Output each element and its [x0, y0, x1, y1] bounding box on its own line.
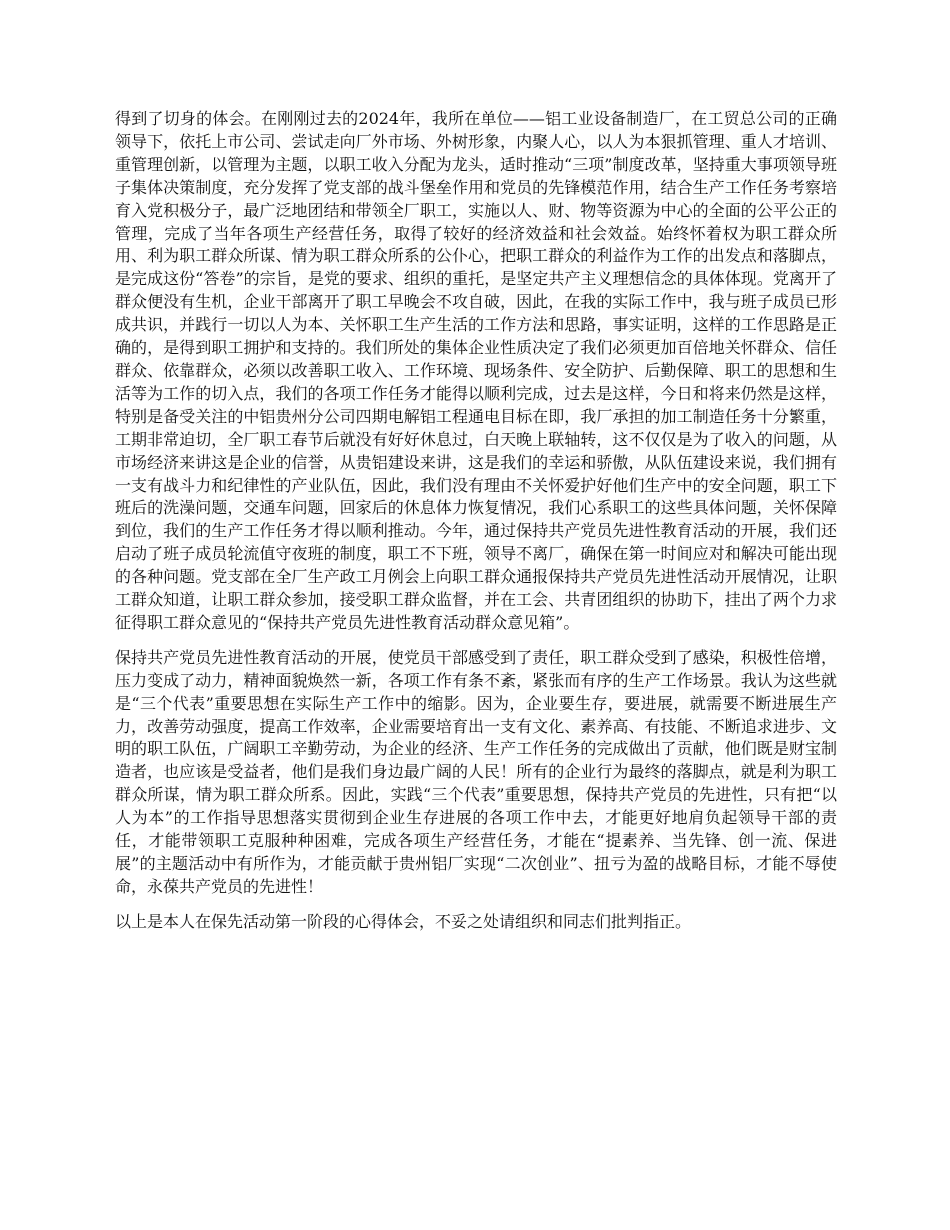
- paragraph-2: 保持共产党员先进性教育活动的开展，使党员干部感受到了责任，职工群众受到了感染，积极性倍增，压力变成了动力，精神面貌焕然一新，各项工作有条不紊，紧张而有序的生产工作场景。我认为这些就是“三个代表”重要思想在实际生产工作中的缩影。因为，企业要生存，要进展，就需要不断进展生产力，改善劳动强度，提高工作效率，企业需要培育出一支有文化、素养高、有技能、不断追求进步、文明的职工队伍，广阔职工辛勤劳动，为企业的经济、生产工作任务的完成做出了贡献，他们既是财宝制造者，也应该是受益者，他们是我们身边最广阔的人民！所有的企业行为最终的落脚点，就是利为职工群众所谋，情为职工群众所系。因此，实践“三个代表”重要思想，保持共产党员的先进性，只有把“以人为本”的工作指导思想落实贯彻到企业生存进展的各项工作中去，才能更好地肩负起领导干部的责任，才能带领职工克服种种困难，完成各项生产经营任务，才能在“提素养、当先锋、创一流、保进展”的主题活动中有所作为，才能贡献于贵州铝厂实现“二次创业”、扭亏为盈的战略目标，才能不辱使命，永葆共产党员的先进性！: [115, 647, 837, 896]
- document-body: [115, 108, 837, 946]
- paragraph-1: 得到了切身的体会。在刚刚过去的2024年，我所在单位——铝工业设备制造厂，在工贸总公司的正确领导下，依托上市公司、尝试走向厂外市场、外树形象，内聚人心，以人为本狠抓管理、重人才培训、重管理创新，以管理为主题，以职工收入分配为龙头，适时推动“三项”制度改革，坚持重大事项领导班子集体决策制度，充分发挥了党支部的战斗堡垒作用和党员的先锋模范作用，结合生产工作任务考察培育入党积极分子，最广泛地团结和带领全厂职工，实施以人、财、物等资源为中心的全面的公平公正的管理，完成了当年各项生产经营任务，取得了较好的经济效益和社会效益。始终怀着权为职工群众所用、利为职工群众所谋、情为职工群众所系的公仆心，把职工群众的利益作为工作的出发点和落脚点，是完成这份“答卷”的宗旨，是党的要求、组织的重托，是坚定共产主义理想信念的具体体现。党离开了群众便没有生机，企业干部离开了职工早晚会不攻自破，因此，在我的实际工作中，我与班子成员已形成共识，并践行一切以人为本、关怀职工生产生活的工作方法和思路，事实证明，这样的工作思路是正确的，是得到职工拥护和支持的。我们所处的集体企业性质决定了我们必须更加百倍地关怀群众、信任群众、依靠群众，必须以改善职工收入、工作环境、现场条件、安全防护、后勤保障、职工的思想和生活等为工作的切入点，我们的各项工作任务才能得以顺利完成，过去是这样，今日和将来仍然是这样，特别是备受关注的中铝贵州分公司四期电解铝工程通电目标在即，我厂承担的加工制造任务十分繁重，工期非常迫切，全厂职工春节后就没有好好休息过，白天晚上联轴转，这不仅仅是为了收入的问题，从市场经济来讲这是企业的信誉，从贵铝建设来讲，这是我们的幸运和骄傲，从队伍建设来说，我们拥有一支有战斗力和纪律性的产业队伍，因此，我们没有理由不关怀爱护好他们生产中的安全问题，职工下班后的洗澡问题，交通车问题，回家后的休息体力恢复情况，我们心系职工的这些具体问题，关怀保障到位，我们的生产工作任务才得以顺利推动。今年，通过保持共产党员先进性教育活动的开展，我们还启动了班子成员轮流值守夜班的制度，职工不下班，领导不离厂，确保在第一时间应对和解决可能出现的各种问题。党支部在全厂生产政工月例会上向职工群众通报保持共产党员先进性活动开展情况，让职工群众知道，让职工群众参加，接受职工群众监督，并在工会、共青团组织的协助下，挂出了两个力求征得职工群众意见的“保持共产党员先进性教育活动群众意见箱”。: [115, 109, 837, 632]
- paragraph-3: 以上是本人在保先活动第一阶段的心得体会，不妥之处请组织和同志们批判指正。: [115, 911, 692, 931]
